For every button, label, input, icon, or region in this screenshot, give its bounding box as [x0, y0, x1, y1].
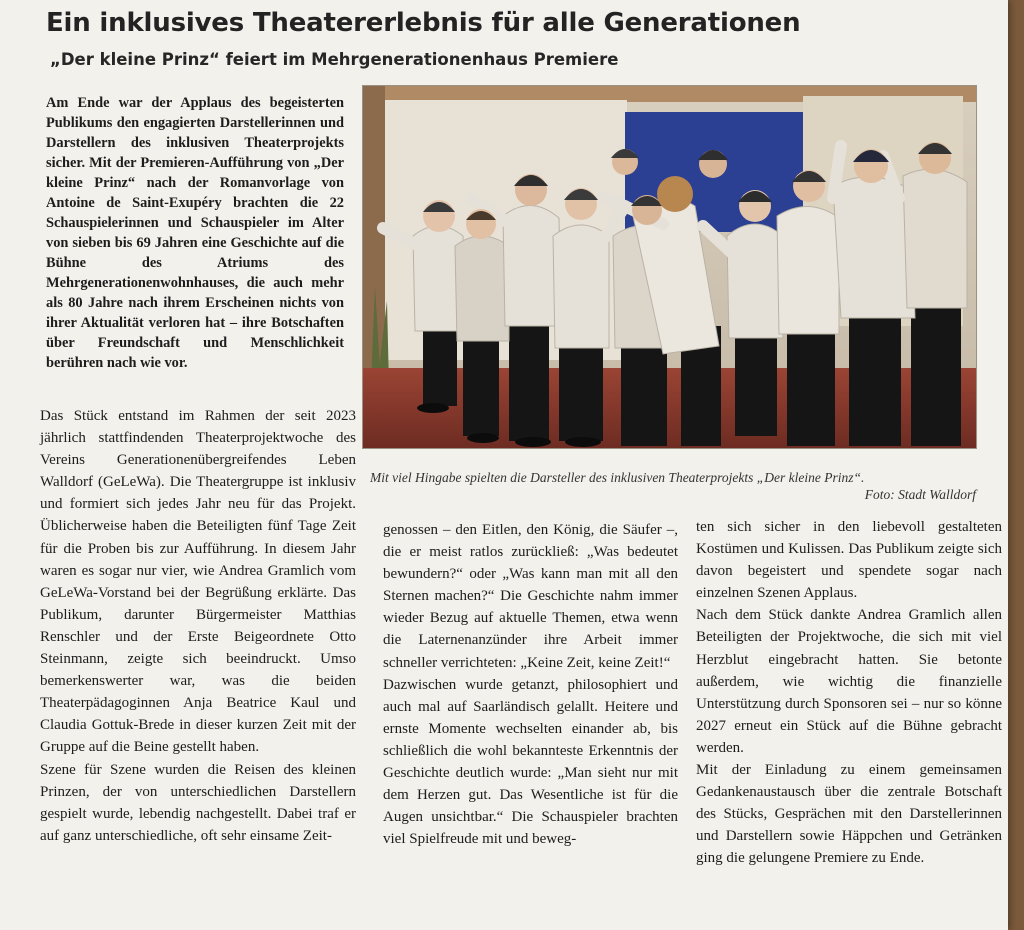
photo-credit: Foto: Stadt Walldorf — [864, 487, 976, 502]
body-paragraph: Nach dem Stück dankte Andrea Gramlich allen Beteiligten der Projektwoche, die sich mit viel Herzblut eingebracht hatten. Sie betonte außerdem, wie wichtig die finanzielle Unterstützung durch Sponsoren sei – nur so könne 2027 erneut ein Stück auf die Bühne gebracht werden. — [696, 607, 1002, 756]
body-paragraph: ten sich sicher in den liebevoll gestalteten Kostümen und Kulissen. Das Publikum zeigte sich davon begeistert und spendete sogar nach einzelnen Szenen Applaus. — [696, 519, 1002, 602]
subheadline: „Der kleine Prinz“ feiert im Mehrgenerationenhaus Premiere — [50, 50, 619, 69]
body-paragraph: Mit der Einladung zu einem gemeinsamen Gedankenaustausch über die zentrale Botschaft des Stücks, Gesprächen mit den Darstellerinnen und Darstellern sowie Häppchen und Getränken ging die gelungene Premiere zu Ende. — [696, 762, 1002, 867]
theater-stage-illustration — [363, 86, 976, 448]
body-column-3 — [696, 516, 1002, 870]
body-paragraph: genossen – den Eitlen, den König, die Säufer –, die er meist ratlos zurückließ: „Was bedeutet bewundern?“ oder „Was kann man mit all den Sternen machen?“ Die Geschichte nahm immer wieder Bezug auf aktuelle Themen, etwa wenn die Laternenanzünder ihre Arbeit immer schneller verrichteten: „Keine Zeit, keine Zeit!“ — [383, 522, 678, 671]
body-paragraph: Das Stück entstand im Rahmen der seit 2023 jährlich stattfindenden Theaterprojektwoche des Vereins Generationenübergreifendes Leben Walldorf (GeLeWa). Die Theatergruppe ist inklusiv und formiert sich jedes Jahr neu für das Projekt. Üblicherweise haben die Beteiligten fünf Tage Zeit für die Proben bis zur Aufführung. In diesem Jahr waren es sogar nur vier, wie Andrea Gramlich vom GeLeWa-Vorstand bei der Begrüßung erklärte. Das Publikum, darunter Bürgermeister Matthias Renschler und der Erste Beigeordnete Otto Steinmann, zeigte sich beeindruckt. Umso bemerkenswerter war, was die beiden Theaterpädagoginnen Anja Beatrice Kaul und Claudia Gottuk-Brede in dieser kurzen Zeit mit der Gruppe auf die Beine gestellt haben. — [40, 408, 356, 756]
lead-paragraph: Am Ende war der Applaus des begeisterten Publikums den engagierten Darstellerinnen und Darstellern des inklusiven Theaterprojekts sicher. Mit der Premieren-Aufführung von „Der kleine Prinz“ nach der Romanvorlage von Antoine de Saint-Exupéry brachten die 22 Schauspielerinnen und Schauspieler im Alter von sieben bis 69 Jahren eine Geschichte auf die Bühne des Atriums des Mehrgenerationenwohnhauses, die auch mehr als 80 Jahre nach ihrem Erscheinen nichts von ihrer Aktualität verloren hat – ihre Botschaften über Freundschaft und Menschlichkeit berühren nach wie vor. — [46, 95, 344, 371]
body-paragraph: Dazwischen wurde getanzt, philosophiert und auch mal auf Saarländisch gelallt. Heitere und ernste Momente wechselten einander ab, bis schließlich die wohl bekannteste Erkenntnis der Geschichte deutlich wurde: „Man sieht nur mit dem Herzen gut. Das Wesentliche ist für die Augen unsichtbar.“ Die Schauspieler brachten viel Spielfreude mit und beweg- — [383, 676, 678, 848]
headline: Ein inklusives Theatererlebnis für alle Generationen — [46, 8, 801, 38]
photo-caption: Mit viel Hingabe spielten die Darsteller des inklusiven Theaterprojekts „Der kleine Prinz“. — [370, 470, 865, 485]
body-column-1 — [40, 405, 356, 847]
body-column-2 — [383, 519, 678, 850]
body-paragraph: Szene für Szene wurden die Reisen des kleinen Prinzen, der von unterschiedlichen Darstellern gespielt wurde, lebendig nachgestellt. Dabei traf er auf ganz unterschiedliche, oft sehr einsame Zeit- — [40, 761, 356, 844]
article-photo — [363, 86, 976, 448]
